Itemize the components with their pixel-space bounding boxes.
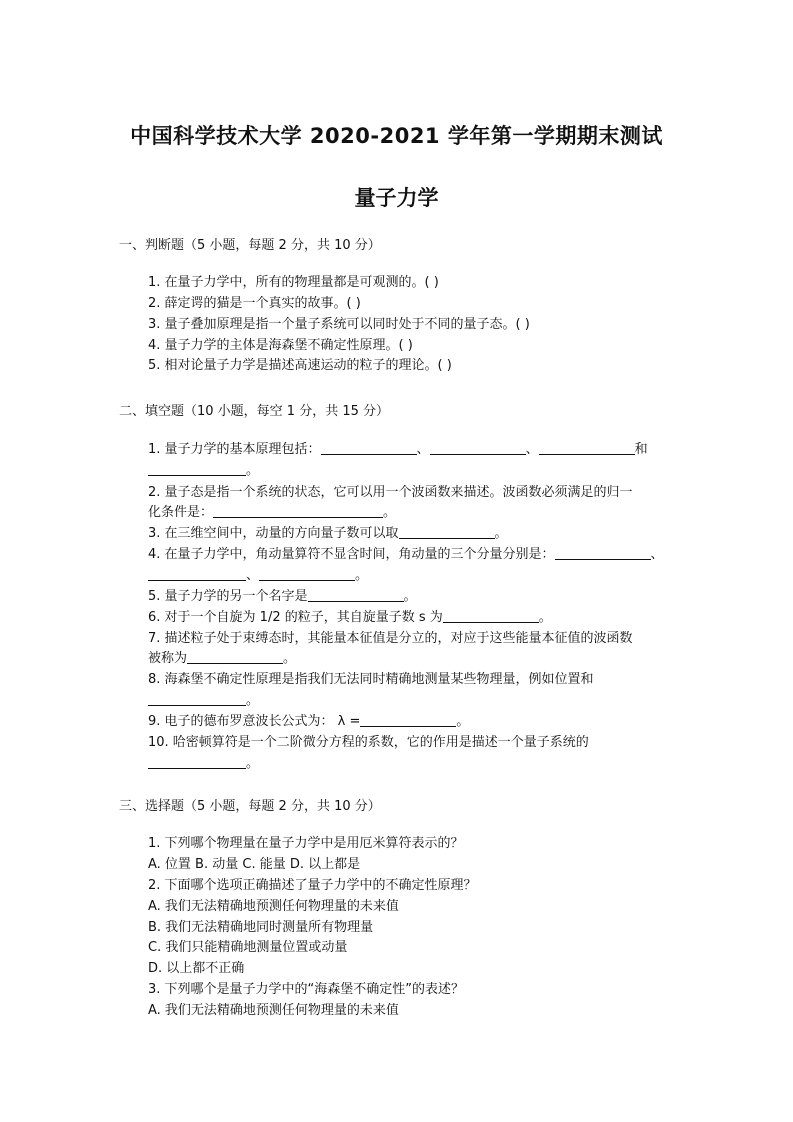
exam-subject: 量子力学 [354, 186, 439, 210]
fill-question-10: 10. 哈密顿算符是一个二阶微分方程的系数，它的作用是描述一个量子系统的 [148, 735, 589, 750]
fill-question-7-text: 被称为 [148, 651, 188, 666]
mc-question-2-option-d: D. 以上都不正确 [148, 961, 245, 976]
mc-question-1-options: A. 位置 B. 动量 C. 能量 D. 以上都是 [148, 857, 361, 872]
fill-question-2-cont [148, 504, 674, 522]
period: 。 [246, 693, 260, 708]
answer-blank[interactable] [399, 525, 495, 539]
answer-blank[interactable] [213, 504, 383, 518]
period: 。 [456, 714, 470, 729]
period: 。 [403, 589, 417, 604]
period: 。 [494, 526, 508, 541]
answer-blank[interactable] [360, 713, 456, 727]
section-heading-fill-blank: 二、填空题（10 小题，每空 1 分，共 15 分） [119, 404, 390, 419]
tf-question-1: 1. 在量子力学中，所有的物理量都是可观测的。( ) [148, 275, 439, 290]
mc-question-3: 3. 下列哪个是量子力学中的“海森堡不确定性”的表述？ [148, 982, 465, 997]
fill-question-4-text: 4. 在量子力学中，角动量算符不显含时间，角动量的三个分量分别是： [148, 547, 555, 562]
period: 。 [283, 651, 297, 666]
fill-question-4 [148, 546, 674, 564]
section-heading-multiple-choice: 三、选择题（5 小题，每题 2 分，共 10 分） [119, 799, 381, 814]
answer-blank[interactable] [187, 650, 283, 664]
fill-question-8: 8. 海森堡不确定性原理是指我们无法同时精确地测量某些物理量，例如位置和 [148, 672, 594, 687]
fill-question-1-cont [148, 462, 674, 480]
separator: 、 [416, 442, 430, 457]
answer-blank[interactable] [148, 692, 246, 706]
section-heading-true-false: 一、判断题（5 小题，每题 2 分，共 10 分） [119, 238, 381, 253]
separator: 、 [246, 568, 260, 583]
mc-question-2-option-a: A. 我们无法精确地预测任何物理量的未来值 [148, 899, 399, 914]
fill-question-1-text: 1. 量子力学的基本原理包括： [148, 442, 321, 457]
answer-blank[interactable] [148, 567, 246, 581]
fill-question-2: 2. 量子态是指一个系统的状态，它可以用一个波函数来描述。波函数必须满足的归一 [148, 485, 633, 500]
mc-question-2-option-b: B. 我们无法精确地同时测量所有物理量 [148, 920, 374, 935]
tf-question-5: 5. 相对论量子力学是描述高速运动的粒子的理论。( ) [148, 358, 452, 373]
fill-question-7-cont [148, 650, 674, 668]
fill-question-4-cont [148, 567, 674, 585]
period: 。 [355, 568, 369, 583]
answer-blank[interactable] [555, 546, 651, 560]
tf-question-3: 3. 量子叠加原理是指一个量子系统可以同时处于不同的量子态。( ) [148, 317, 530, 332]
mc-question-1: 1. 下列哪个物理量在量子力学中是用厄米算符表示的？ [148, 836, 464, 851]
answer-blank[interactable] [321, 441, 417, 455]
period: 。 [538, 610, 552, 625]
answer-blank[interactable] [539, 441, 635, 455]
tf-question-4: 4. 量子力学的主体是海森堡不确定性原理。( ) [148, 338, 413, 353]
fill-question-7: 7. 描述粒子处于束缚态时，其能量本征值是分立的，对应于这些能量本征值的波函数 [148, 631, 633, 646]
fill-question-6 [148, 609, 674, 627]
mc-question-3-option-a: A. 我们无法精确地预测任何物理量的未来值 [148, 1003, 399, 1018]
fill-question-6-text: 6. 对于一个自旋为 1/2 的粒子，其自旋量子数 s 为 [148, 610, 443, 625]
exam-title: 中国科学技术大学 2020-2021 学年第一学期期末测试 [130, 124, 663, 148]
mc-question-2-option-c: C. 我们只能精确地测量位置或动量 [148, 940, 348, 955]
separator: 、 [650, 547, 664, 562]
period: 。 [246, 756, 260, 771]
fill-question-1 [148, 441, 674, 459]
period: 。 [246, 463, 260, 478]
fill-question-9 [148, 713, 674, 731]
answer-blank[interactable] [148, 755, 246, 769]
fill-question-9-text: 9. 电子的德布罗意波长公式为： λ = [148, 714, 361, 729]
answer-blank[interactable] [148, 462, 246, 476]
mc-question-2: 2. 下面哪个选项正确描述了量子力学中的不确定性原理？ [148, 878, 477, 893]
fill-question-10-cont [148, 755, 674, 773]
conjunction: 和 [634, 442, 648, 457]
fill-question-3-text: 3. 在三维空间中，动量的方向量子数可以取 [148, 526, 399, 541]
fill-question-5 [148, 588, 674, 606]
fill-question-8-cont [148, 692, 674, 710]
tf-question-2: 2. 薛定谔的猫是一个真实的故事。( ) [148, 296, 361, 311]
period: 。 [383, 505, 397, 520]
fill-question-3 [148, 525, 674, 543]
separator: 、 [525, 442, 539, 457]
fill-question-2-text: 化条件是： [148, 505, 214, 520]
answer-blank[interactable] [443, 609, 539, 623]
answer-blank[interactable] [259, 567, 355, 581]
answer-blank[interactable] [308, 588, 404, 602]
fill-question-5-text: 5. 量子力学的另一个名字是 [148, 589, 308, 604]
answer-blank[interactable] [430, 441, 526, 455]
